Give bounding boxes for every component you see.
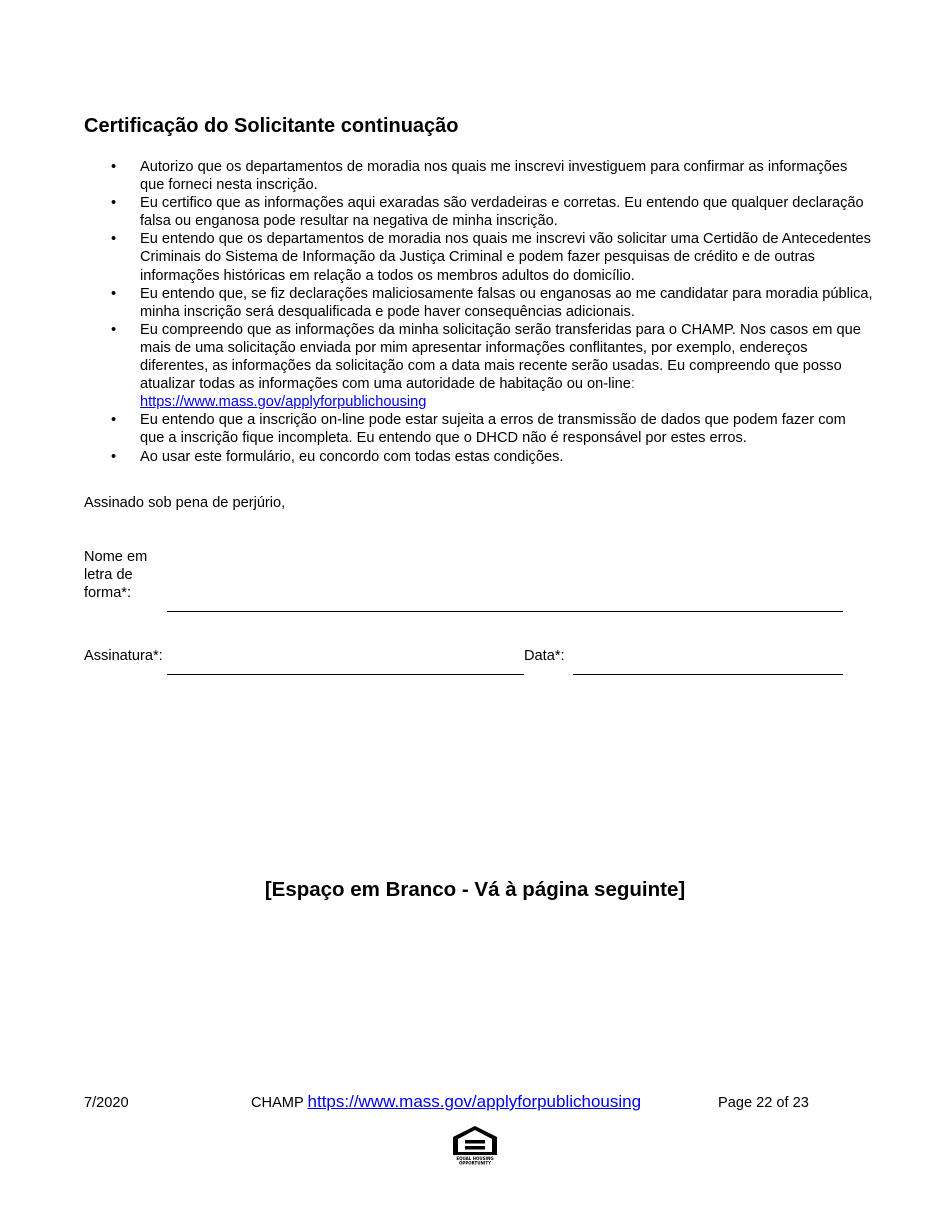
bullet-text: Eu entendo que, se fiz declarações maliciosamente falsas ou enganosas ao me candidatar para moradia pública, minha inscrição será desqualificada e pode haver consequências adicionais.	[140, 285, 873, 320]
logo-caption-line1: EQUAL HOUSING	[456, 1156, 494, 1161]
blank-space-notice: [Espaço em Branco - Vá à página seguinte]	[264, 878, 686, 901]
section-title: Certificação do Solicitante continuação	[84, 115, 459, 137]
footer-program-name: CHAMP	[251, 1095, 304, 1111]
bullet-colon: :	[630, 376, 635, 393]
list-item	[84, 158, 874, 194]
equal-housing-logo-icon	[450, 1124, 500, 1166]
footer-program	[251, 1092, 641, 1113]
list-item	[84, 194, 874, 230]
logo-caption-line2: OPPORTUNITY	[458, 1160, 492, 1166]
bullet-text: Autorizo que os departamentos de moradia nos quais me inscrevi investiguem para confirmar as informações que forneci nesta inscrição.	[140, 159, 848, 194]
footer-link[interactable]: https://www.mass.gov/applyforpublichousing	[307, 1092, 642, 1111]
list-item	[84, 448, 874, 466]
page-number: Page 22 of 23	[718, 1095, 809, 1111]
certification-list	[84, 158, 874, 466]
list-item	[84, 321, 874, 411]
apply-link[interactable]: https://www.mass.gov/applyforpublichousing	[140, 394, 427, 411]
signature-field[interactable]	[167, 674, 524, 675]
signed-statement: Assinado sob pena de perjúrio,	[84, 495, 286, 511]
signature-label: Assinatura*:	[84, 648, 163, 664]
bullet-text: Eu compreendo que as informações da minha solicitação serão transferidas para o CHAMP. Nos casos em que mais de uma solicitação enviada por mim apresentar informações conflitantes, por exemplo, endereços diferentes, as informações da solicitação com a data mais recente serão usadas. Eu compreendo que posso atualizar todas as informações com uma autoridade de habitação ou on-line	[140, 321, 861, 393]
list-item	[84, 285, 874, 321]
bullet-text: Eu entendo que a inscrição on-line pode estar sujeita a erros de transmissão de dados que podem fazer com que a inscrição fique incompleta. Eu entendo que o DHCD não é responsável por estes erros.	[140, 412, 846, 447]
list-item	[84, 230, 874, 284]
bullet-text: Eu entendo que os departamentos de moradia nos quais me inscrevi vão solicitar uma Certidão de Antecedentes Criminais do Sistema de Informação da Justiça Criminal e podem fazer pesquisas de crédito e de outras informações históricas em relação a todos os membros adultos do domicílio.	[140, 231, 871, 284]
bullet-text: Ao usar este formulário, eu concordo com todas estas condições.	[140, 448, 564, 465]
date-field[interactable]	[573, 674, 843, 675]
date-label: Data*:	[524, 648, 565, 664]
name-label: Nome em letra de forma*:	[84, 549, 148, 602]
footer-date: 7/2020	[84, 1095, 129, 1111]
list-item	[84, 411, 874, 447]
name-field[interactable]	[167, 611, 843, 612]
bullet-text: Eu certifico que as informações aqui exaradas são verdadeiras e corretas. Eu entendo que qualquer declaração falsa ou enganosa pode resultar na negativa de minha inscrição.	[140, 195, 864, 230]
